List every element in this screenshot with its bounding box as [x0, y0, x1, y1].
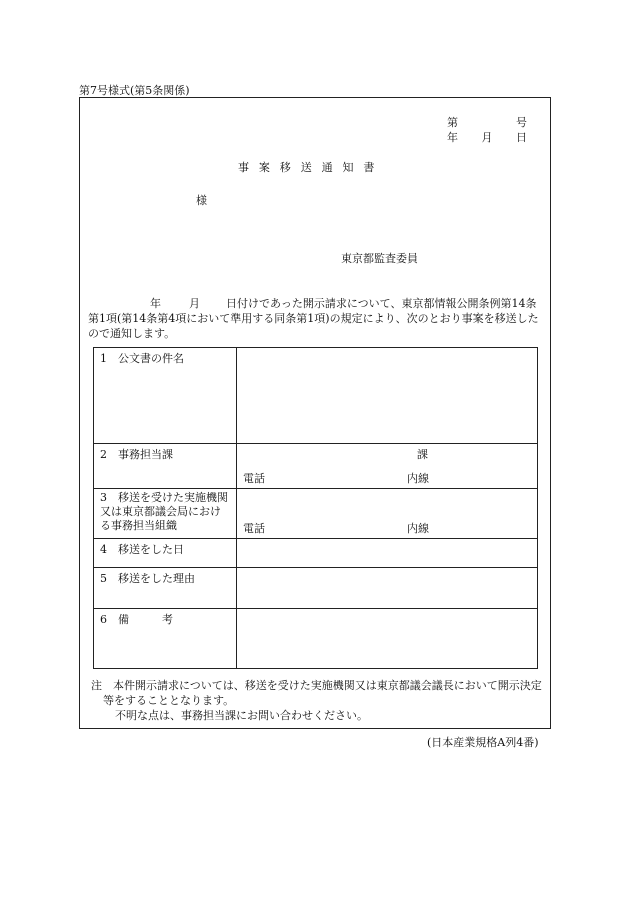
document-title: 事案移送通知書: [238, 161, 385, 174]
row-label-subject: 1 公文書の件名: [94, 348, 237, 444]
department-extension-label: 内線: [407, 472, 429, 485]
addressee-suffix: 様: [196, 194, 207, 207]
receiving-org-phone-label: 電話: [243, 522, 265, 535]
date-day: 日: [516, 131, 527, 144]
field-remarks[interactable]: [237, 609, 538, 669]
sender-name: 東京都監査委員: [341, 252, 418, 265]
field-department[interactable]: [237, 444, 538, 489]
footnote-line-2: 不明な点は、事務担当課にお問い合わせください。: [115, 709, 368, 722]
footnote-line-1: 注 本件開示請求については、移送を受けた実施機関又は東京都議会議長において開示決定等をすることとなります。: [91, 679, 542, 707]
table-row: [94, 568, 538, 609]
row-label-transfer-reason: 5 移送をした理由: [94, 568, 237, 609]
field-subject[interactable]: [237, 348, 538, 444]
receiving-org-extension-label: 内線: [407, 522, 429, 535]
form-number-label: 第7号様式(第5条関係): [79, 84, 190, 97]
row-label-transfer-date: 4 移送をした日: [94, 539, 237, 568]
field-transfer-reason[interactable]: [237, 568, 538, 609]
details-table: [93, 347, 538, 669]
number-suffix: 号: [516, 116, 527, 129]
number-prefix: 第: [447, 116, 458, 129]
row-label-remarks: 6 備 考: [94, 609, 237, 669]
body-text: 日付けであった開示請求について、東京都情報公開条例第14条第1項(第14条第4項において準用する同条第1項)の規定により、次のとおり事案を移送したので通知します。: [88, 297, 539, 340]
footnote: [91, 678, 551, 723]
body-year: 年: [150, 297, 161, 310]
table-row: [94, 489, 538, 539]
field-receiving-org[interactable]: [237, 489, 538, 539]
body-month: 月: [189, 297, 200, 310]
body-paragraph: [88, 296, 542, 341]
department-phone-label: 電話: [243, 472, 265, 485]
date-month: 月: [481, 131, 493, 144]
table-row: [94, 539, 538, 568]
table-row: [94, 444, 538, 489]
table-row: [94, 609, 538, 669]
table-row: [94, 348, 538, 444]
document-number: [447, 114, 527, 130]
row-label-department: 2 事務担当課: [94, 444, 237, 489]
paper-standard-label: (日本産業規格A列4番): [427, 736, 539, 749]
department-suffix: 課: [417, 448, 428, 461]
row-label-receiving-org: 3 移送を受けた実施機関又は東京都議会局における事務担当組織: [94, 489, 237, 539]
document-date: [447, 129, 527, 145]
field-transfer-date[interactable]: [237, 539, 538, 568]
date-year: 年: [447, 131, 458, 144]
